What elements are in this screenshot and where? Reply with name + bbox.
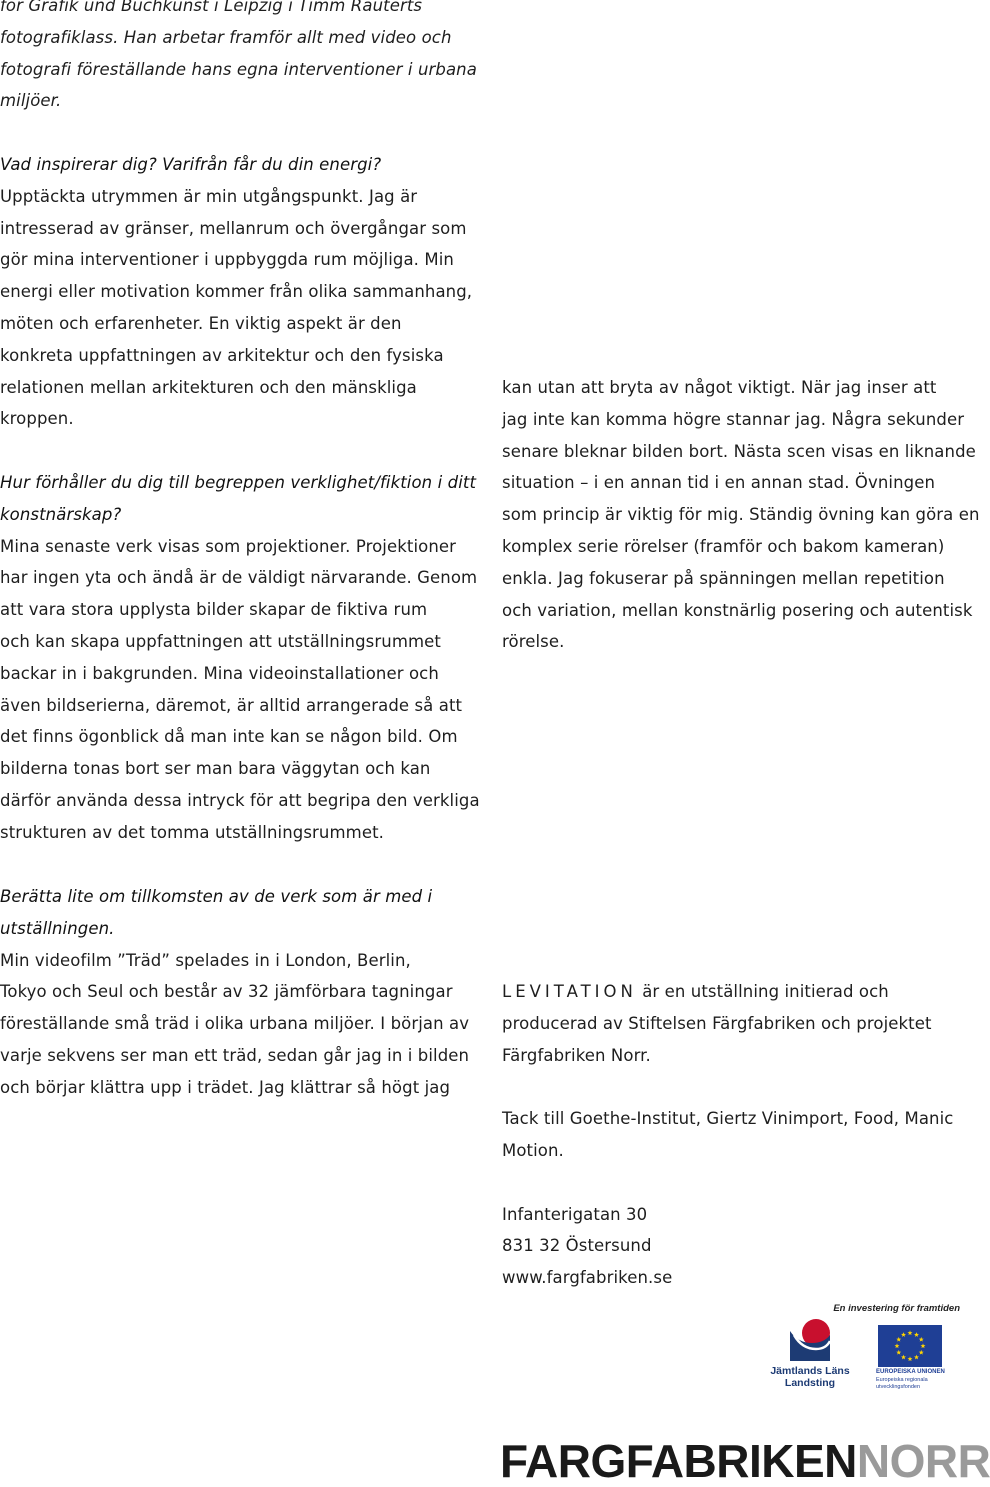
text-line: och kan skapa uppfattningen att utställningsrummet [0, 631, 441, 651]
text-line: situation – i en annan tid i en annan stad. Övningen [502, 473, 936, 493]
question-heading [0, 881, 470, 945]
text-line: fotografi föreställande hans egna interventioner i urbana [0, 59, 477, 79]
text-line: senare bleknar bilden bort. Nästa scen visas en liknande [502, 441, 976, 461]
landsting-name: Jämtlands Läns [770, 1365, 850, 1377]
eu-line-3: utvecklingsfonden [876, 1384, 921, 1390]
website-link[interactable]: www.fargfabriken.se [502, 1268, 673, 1288]
text-line: intresserad av gränser, mellanrum och övergångar som [0, 218, 467, 238]
text-line: enkla. Jag fokuserar på spänningen mellan repetition [502, 568, 945, 588]
logo-tagline: En investering för framtiden [833, 1303, 960, 1314]
text-line: Berätta lite om tillkomsten av de verk som är med i [0, 887, 433, 906]
text-line: Färgfabriken Norr. [502, 1045, 651, 1065]
eu-line-1: EUROPEISKA UNIONEN [876, 1369, 945, 1375]
text-line: rörelse. [502, 632, 565, 652]
text-line: backar in i bakgrunden. Mina videoinstallationer och [0, 663, 439, 683]
text-line: även bildserierna, däremot, är alltid arrangerade så att [0, 695, 463, 715]
address-block [502, 1199, 960, 1294]
text-line: Tokyo och Seul och består av 32 jämförbara tagningar [0, 982, 453, 1002]
right-column-top [502, 372, 980, 658]
text-line: Motion. [502, 1140, 564, 1160]
text-line: Tack till Goethe-Institut, Giertz Vinimport, Food, Manic [502, 1109, 954, 1129]
question-heading [0, 149, 470, 181]
text-line: Vad inspirerar dig? Varifrån får du din energi? [0, 154, 382, 174]
text-line: det finns ögonblick då man inte kan se någon bild. Om [0, 727, 458, 747]
text-line: att vara stora upplysta bilder skapar de fiktiva rum [0, 600, 428, 620]
eu-logo [876, 1325, 960, 1397]
text-line: och variation, mellan konstnärlig posering och autentisk [502, 600, 973, 620]
text-line: som princip är viktig för mig. Ständig övning kan göra en [502, 505, 980, 525]
text-line: komplex serie rörelser (framför och bakom kameran) [502, 536, 945, 556]
text-line: Min videofilm ”Träd” spelades in i London, Berlin, [0, 950, 411, 970]
landsting-sub: Landsting [784, 1377, 836, 1389]
brand-part-1: FARGFABRIKEN [500, 1435, 857, 1487]
text-line: jag inte kan komma högre stannar jag. Några sekunder [502, 409, 965, 429]
text-line: varje sekvens ser man ett träd, sedan går jag in i bilden [0, 1045, 470, 1065]
text-line: utställningen. [0, 918, 115, 938]
landsting-logo [768, 1313, 852, 1393]
answer-paragraph [0, 945, 470, 1104]
intro-paragraph [0, 0, 477, 117]
text-line [502, 976, 960, 1008]
text-line: kan utan att bryta av något viktigt. När jag inser att [502, 378, 937, 397]
levitation-paragraph [502, 976, 960, 1071]
text-line: miljöer. [0, 91, 62, 111]
address-line: Infanterigatan 30 [502, 1204, 648, 1224]
question-heading [0, 467, 477, 531]
text-line: bilderna tonas bort ser man bara väggytan och kan [0, 759, 431, 779]
text-line: energi eller motivation kommer från olika sammanhang, [0, 282, 473, 302]
text-line: konkreta uppfattningen av arkitektur och den fysiska [0, 345, 444, 365]
text-line: möten och erfarenheter. En viktig aspekt är den [0, 313, 402, 333]
answer-paragraph [0, 181, 473, 435]
landsting-emblem-icon [768, 1313, 852, 1363]
text-line: och börjar klättra upp i trädet. Jag klättrar så högt jag [0, 1077, 451, 1097]
left-column-bottom [0, 881, 470, 1104]
text-line: producerad av Stiftelsen Färgfabriken och projektet [502, 1013, 932, 1033]
text-line: strukturen av det tomma utställningsrummet. [0, 822, 384, 842]
text-line: konstnärskap? [0, 504, 122, 524]
text-line: därför använda dessa intryck för att begripa den verkliga [0, 790, 480, 810]
brand-part-2: NORR [856, 1435, 990, 1487]
sponsor-logos [760, 1303, 960, 1398]
text-line: gör mina interventioner i uppbyggda rum möjliga. Min [0, 250, 454, 270]
text-line: föreställande små träd i olika urbana miljöer. I början av [0, 1014, 470, 1034]
text-fragment: är en utställning initierad och [636, 982, 889, 1001]
text-line: Mina senaste verk visas som projektioner. Projektioner [0, 536, 457, 556]
thanks-paragraph [502, 1103, 960, 1167]
address-line: 831 32 Östersund [502, 1236, 652, 1256]
text-line: Hur förhåller du dig till begreppen verklighet/fiktion i ditt [0, 472, 477, 492]
text-line: har ingen yta och ändå är de väldigt närvarande. Genom [0, 568, 478, 588]
answer-paragraph [502, 372, 980, 658]
eu-line-2: Europeiska regionala [876, 1377, 928, 1383]
text-line: Upptäckta utrymmen är min utgångspunkt. Jag är [0, 186, 418, 206]
left-column-top [0, 0, 480, 849]
text-line: kroppen. [0, 409, 74, 429]
fargfabriken-norr-logo [500, 1435, 990, 1487]
text-line: relationen mellan arkitekturen och den mänskliga [0, 377, 417, 397]
exhibition-title: LEVITATION [502, 982, 637, 1001]
text-line: för Grafik und Buchkunst i Leipzig i Timm Rauterts [0, 0, 423, 15]
right-column-bottom [502, 976, 960, 1294]
text-line: fotografiklass. Han arbetar framför allt med video och [0, 27, 452, 47]
answer-paragraph [0, 531, 480, 849]
eu-flag-icon [878, 1325, 942, 1367]
